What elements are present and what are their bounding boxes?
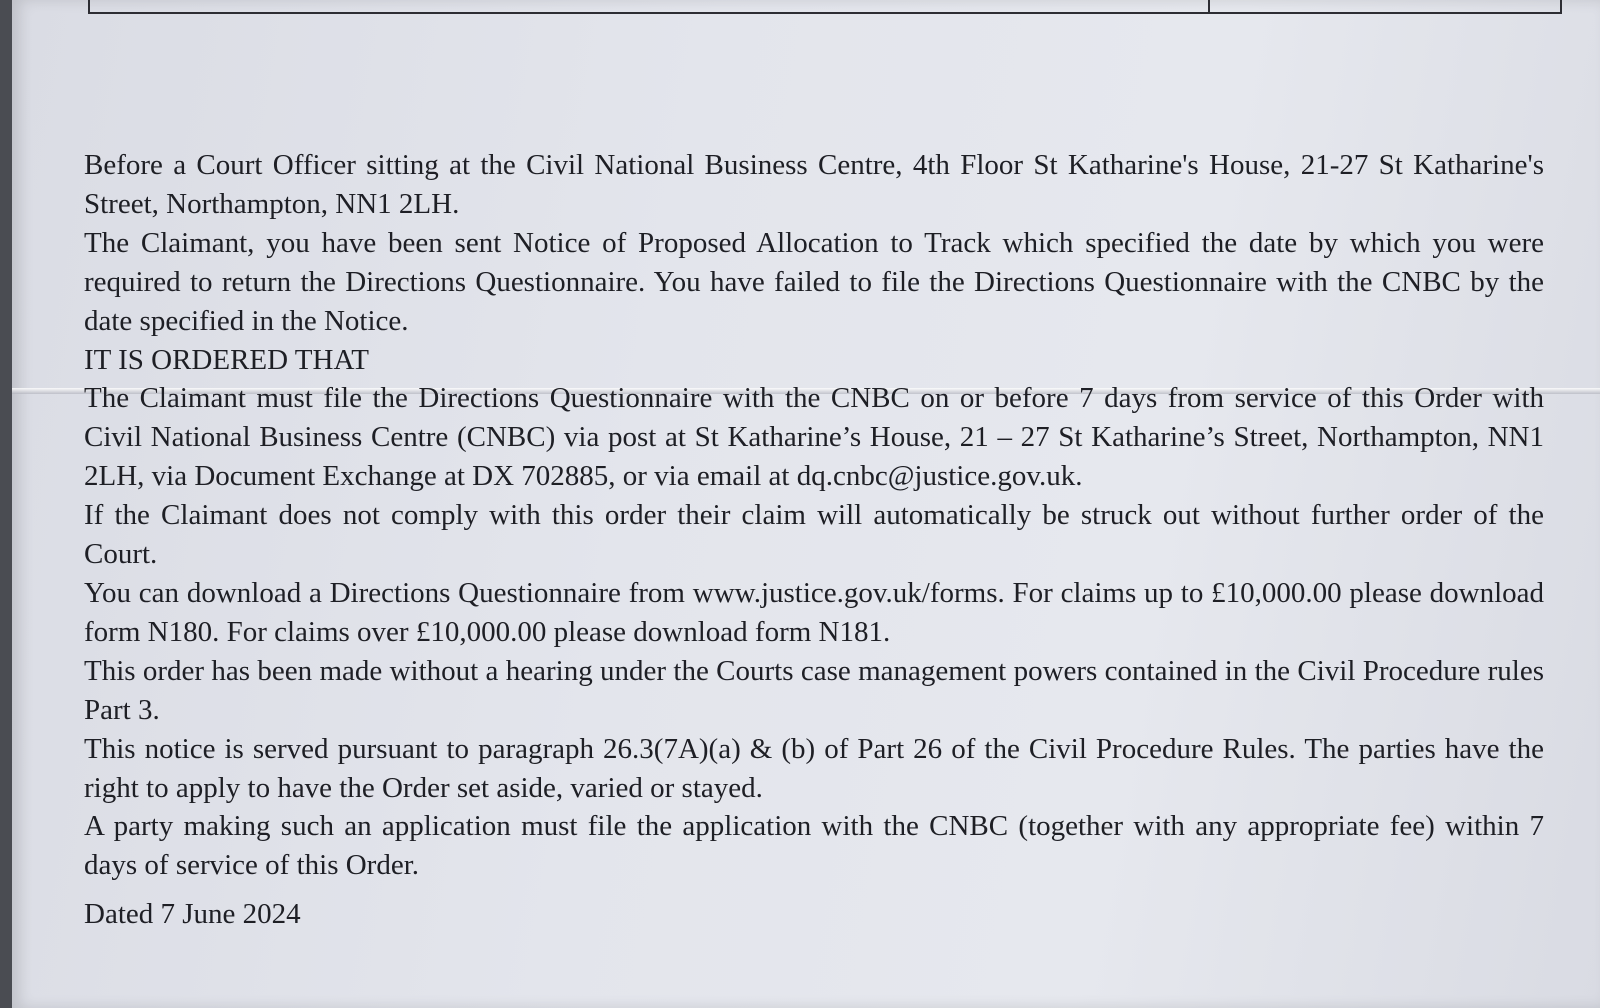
header-box-border — [88, 0, 1562, 14]
application-paragraph: A party making such an application must file the application with the CNBC (together with any appropriate fee) within 7 days of service of this Order. — [84, 810, 1544, 882]
service-paragraph: This notice is served pursuant to paragraph 26.3(7A)(a) & (b) of Part 26 of the Civil Procedure Rules. The parties have the right to apply to have the Order set aside, varied or stayed. — [84, 732, 1544, 804]
paper-sheet — [12, 0, 1600, 1008]
preamble-paragraph: Before a Court Officer sitting at the Civil National Business Centre, 4th Floor St Katharine's House, 21-27 St Katharine's Street, Northampton, NN1 2LH. — [84, 149, 1544, 220]
order-body — [84, 146, 1544, 934]
consequence-paragraph: If the Claimant does not comply with this order their claim will automatically be struck out without further order of the Court. — [84, 499, 1544, 571]
dated-line: Dated 7 June 2024 — [84, 898, 301, 931]
download-paragraph: You can download a Directions Questionnaire from www.justice.gov.uk/forms. For claims up to £10,000.00 please download form N180. For claims over £10,000.00 please download form N181. — [84, 576, 1544, 648]
hearing-paragraph: This order has been made without a hearing under the Courts case management powers contained in the Civil Procedure rules Part 3. — [84, 654, 1544, 726]
ordered-heading: IT IS ORDERED THAT — [84, 343, 369, 376]
direction-paragraph: The Claimant must file the Directions Questionnaire with the CNBC on or before 7 days from service of this Order with Civil National Business Centre (CNBC) via post at St Katharine’s House, 21 – 27 St Katharine’s Street, Northampton, NN1 2LH, via Document Exchange at DX 702885, or via email at dq.cnbc@justice.gov.uk. — [84, 382, 1544, 493]
recital-paragraph: The Claimant, you have been sent Notice of Proposed Allocation to Track which specified the date by which you were required to return the Directions Questionnaire. You have failed to file the Directions Questionnaire with the CNBC by the date specified in the Notice. — [84, 226, 1544, 337]
header-box-divider — [1208, 0, 1210, 12]
